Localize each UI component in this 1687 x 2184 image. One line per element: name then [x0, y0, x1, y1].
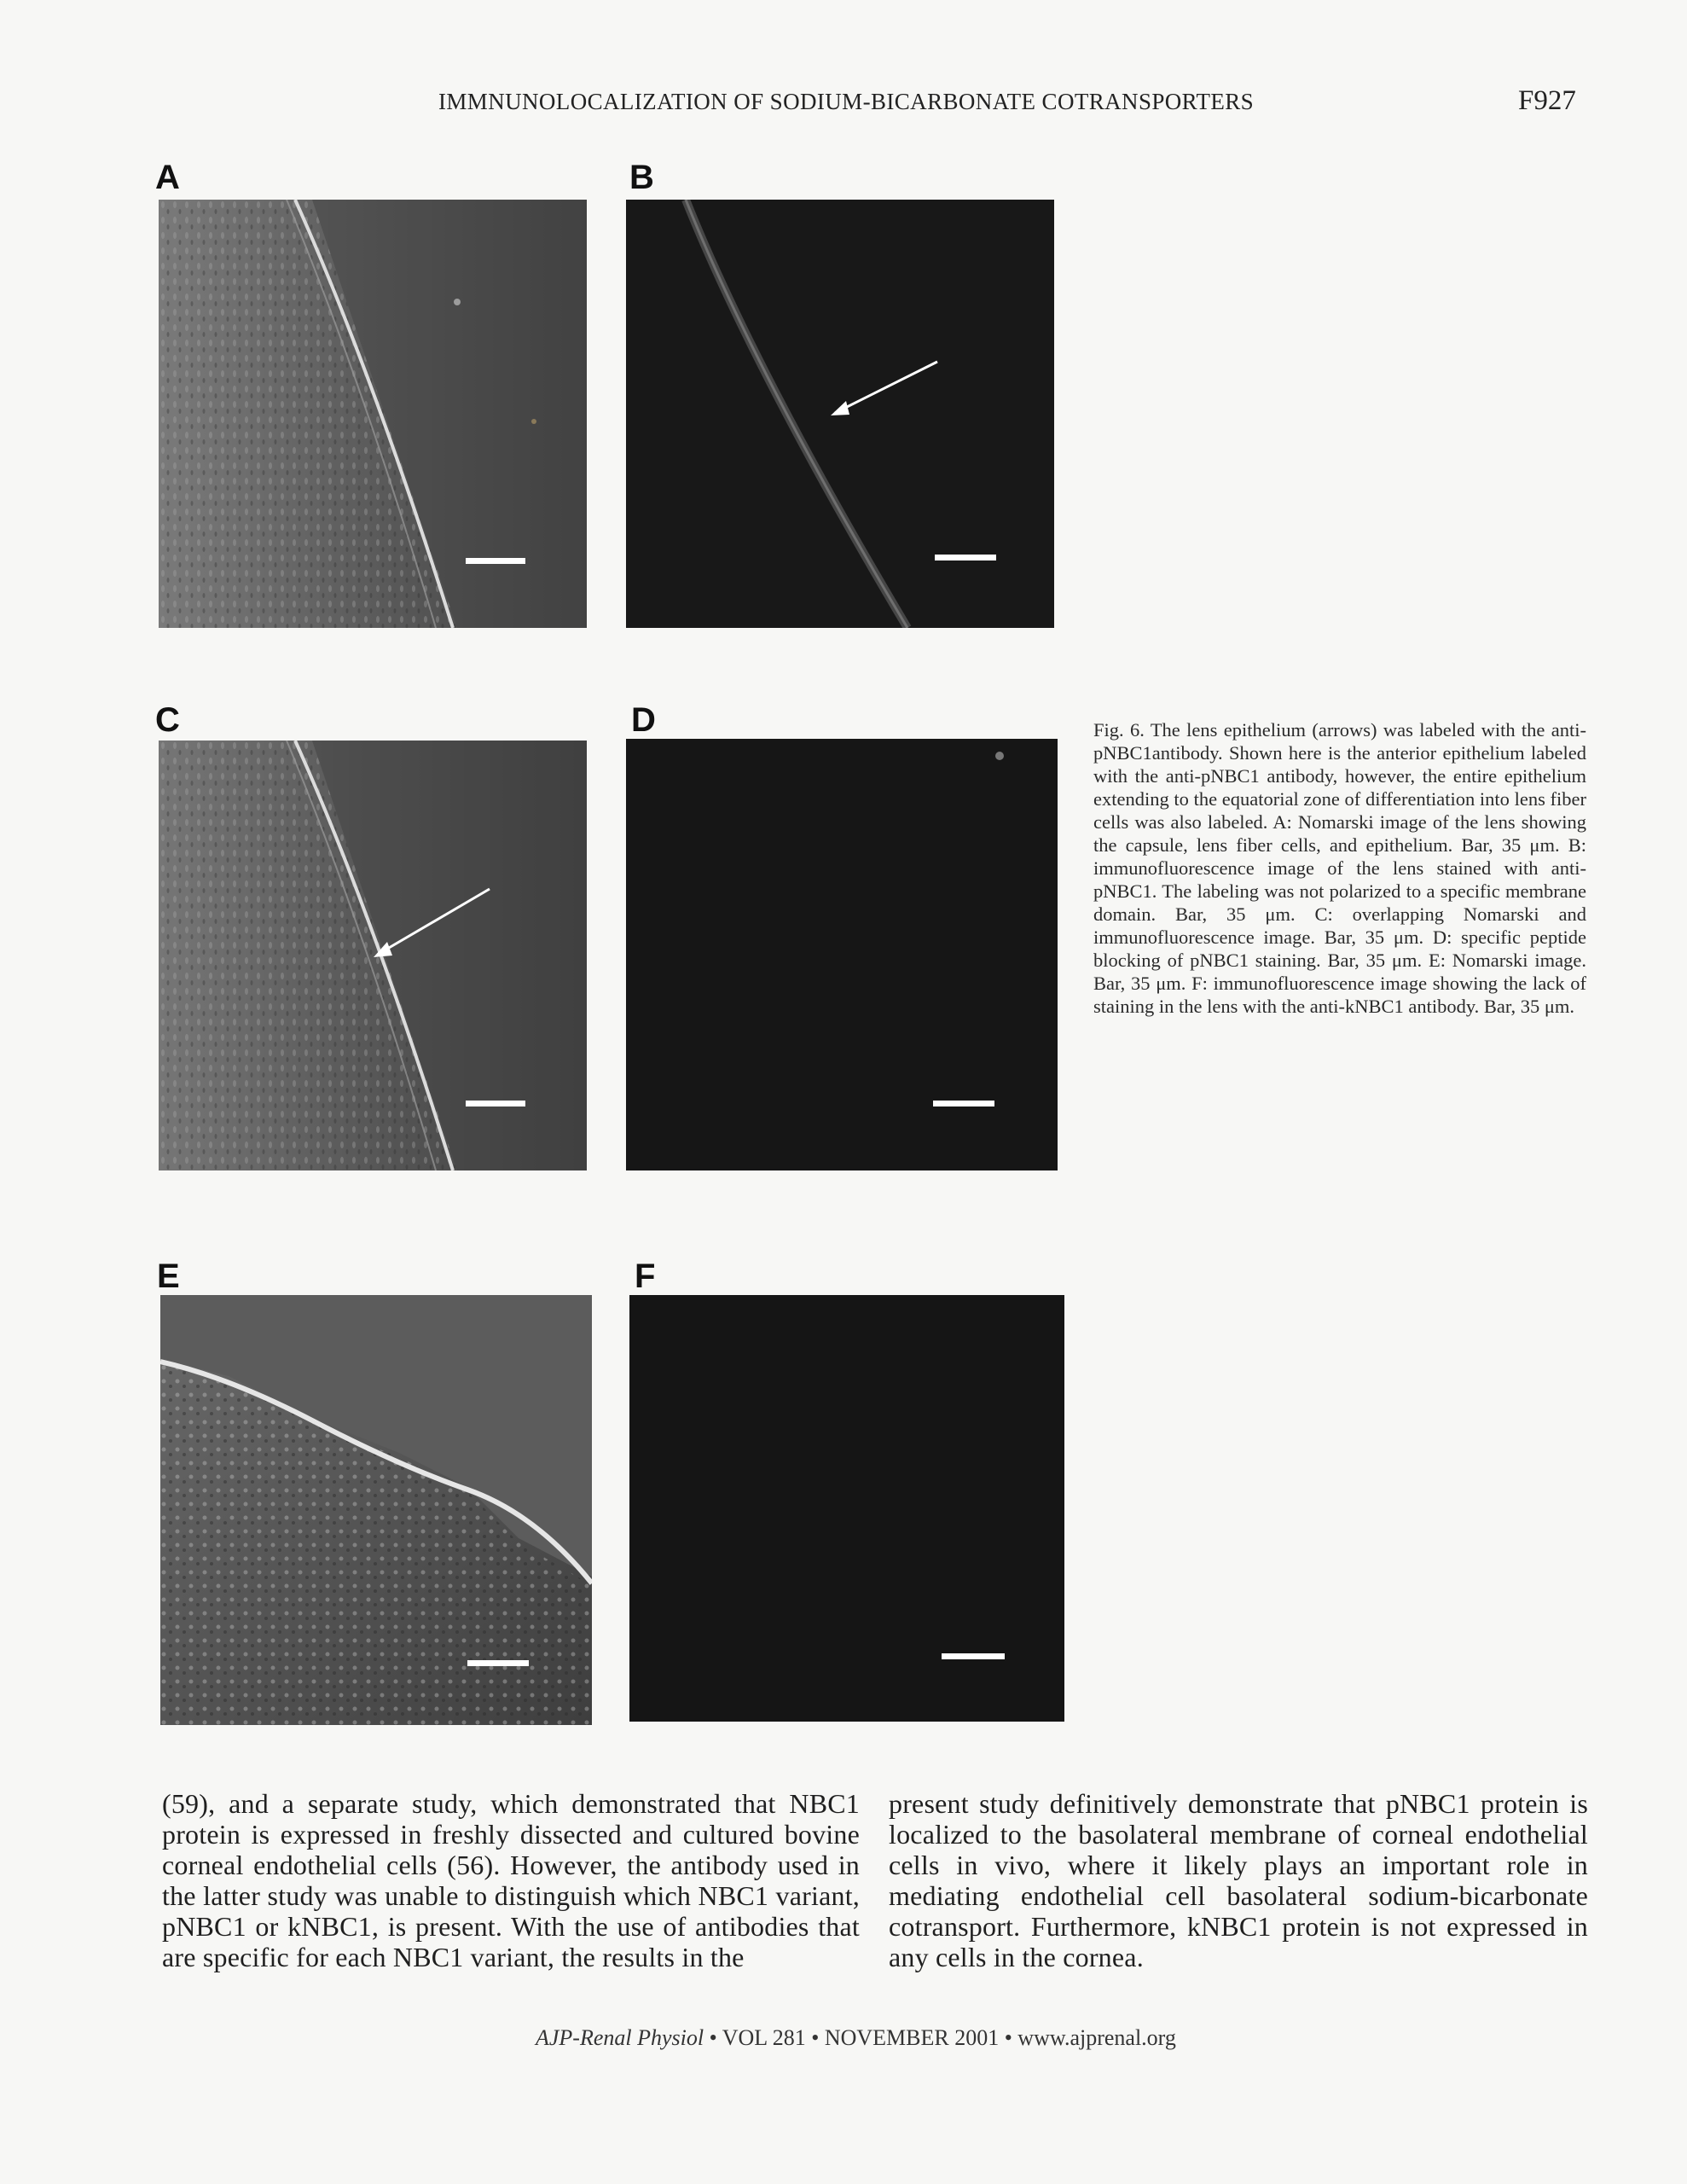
scale-bar-f	[942, 1653, 1005, 1659]
micrograph-f	[629, 1295, 1064, 1722]
scale-bar-d	[933, 1101, 994, 1107]
page-number: F927	[1518, 85, 1576, 116]
micrograph-a	[159, 200, 587, 628]
figure-caption: Fig. 6. The lens epithelium (arrows) was labeled with the anti-pNBC1antibody. Shown here is the anterior epithelium labeled with the anti-pNBC1 antibody, however, the entire epithelium extending to the equatorial zone of differentiation into lens fiber cells was also labeled. A: Nomarski image of the lens showing the capsule, lens fiber cells, and epithelium. Bar, 35 μm. B: immunofluorescence image of the lens stained with anti-pNBC1. The labeling was not polarized to a specific membrane domain. Bar, 35 μm. C: overlapping Nomarski and immunofluorescence image. Bar, 35 μm. D: specific peptide blocking of pNBC1 staining. Bar, 35 μm. E: Nomarski image. Bar, 35 μm. F: immunofluorescence image showing the lack of staining in the lens with the anti-kNBC1 antibody. Bar, 35 μm.	[1093, 719, 1586, 1017]
scale-bar-a	[466, 558, 525, 564]
micrograph-d	[626, 739, 1058, 1170]
panel-label-c: C	[155, 701, 180, 739]
scale-bar-b	[935, 555, 996, 561]
body-text-right: present study definitively demonstrate that pNBC1 protein is localized to the basolateral membrane of corneal endothelial cells in vivo, where it likely plays an important role in mediating endothelial cell basolateral sodium-bicarbonate cotransport. Furthermore, kNBC1 protein is not expressed in any cells in the cornea.	[889, 1788, 1588, 1972]
panel-label-b: B	[629, 159, 654, 196]
journal-footer	[536, 2025, 1176, 2051]
panel-label-e: E	[157, 1258, 180, 1295]
body-text-left: (59), and a separate study, which demonstrated that NBC1 protein is expressed in freshly dissected and cultured bovine corneal endothelial cells (56). However, the antibody used in the latter study was unable to distinguish which NBC1 variant, pNBC1 or kNBC1, is present. With the use of antibodies that are specific for each NBC1 variant, the results in the	[162, 1788, 860, 1972]
scale-bar-e	[467, 1660, 529, 1666]
micrograph-b	[626, 200, 1054, 628]
panel-label-a: A	[155, 159, 180, 196]
running-title: IMMNUNOLOCALIZATION OF SODIUM-BICARBONATE COTRANSPORTERS	[438, 89, 1255, 114]
journal-name: AJP-Renal Physiol	[536, 2025, 704, 2050]
micrograph-e	[160, 1295, 592, 1725]
panel-label-f: F	[635, 1258, 656, 1295]
panel-label-d: D	[631, 701, 656, 739]
scale-bar-c	[466, 1101, 525, 1107]
micrograph-c	[159, 741, 587, 1170]
journal-details: • VOL 281 • NOVEMBER 2001 • www.ajprenal.org	[704, 2025, 1176, 2050]
